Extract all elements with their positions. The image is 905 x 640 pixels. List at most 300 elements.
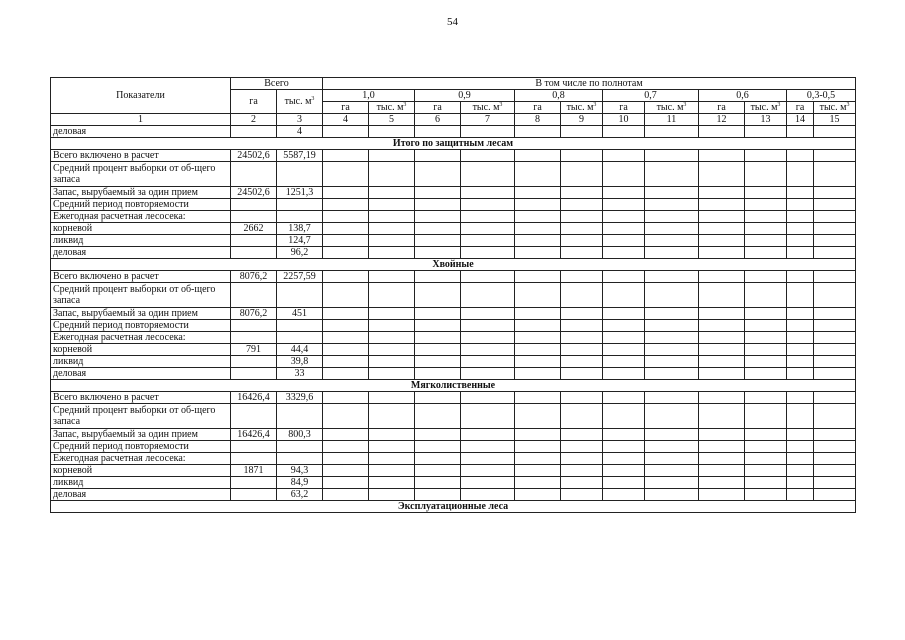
header-density-5: 0,3-0,5 [787, 90, 856, 102]
density-cell [515, 162, 561, 187]
density-cell [745, 223, 787, 235]
density-cell [369, 235, 415, 247]
volume-unit-sup: 3 [777, 102, 781, 108]
total-ha-cell [231, 283, 277, 308]
density-cell [603, 368, 645, 380]
header-volume-4 [745, 102, 787, 114]
table-row [51, 465, 856, 477]
density-cell [787, 308, 814, 320]
row-label: Всего включено в расчет [51, 271, 231, 283]
density-cell [323, 356, 369, 368]
header-total-volume [277, 90, 323, 114]
row-label: Всего включено в расчет [51, 150, 231, 162]
density-cell [603, 429, 645, 441]
density-cell [745, 477, 787, 489]
total-volume-cell: 44,4 [277, 344, 323, 356]
density-cell [787, 453, 814, 465]
total-ha-cell: 16426,4 [231, 392, 277, 404]
total-ha-cell [231, 247, 277, 259]
section-title: Итого по защитным лесам [51, 138, 856, 150]
density-cell [461, 429, 515, 441]
calculation-table [50, 77, 856, 513]
density-cell [515, 211, 561, 223]
density-cell [814, 356, 856, 368]
density-cell [745, 308, 787, 320]
density-cell [415, 150, 461, 162]
density-cell [814, 162, 856, 187]
density-cell [645, 126, 699, 138]
density-cell [745, 199, 787, 211]
density-cell [323, 489, 369, 501]
header-by-density: В том числе по полнотам [323, 78, 856, 90]
density-cell [323, 235, 369, 247]
density-cell [814, 247, 856, 259]
density-cell [787, 162, 814, 187]
density-cell [603, 344, 645, 356]
density-cell [699, 453, 745, 465]
density-cell [323, 223, 369, 235]
total-volume-cell: 33 [277, 368, 323, 380]
density-cell [814, 453, 856, 465]
row-label: корневой [51, 344, 231, 356]
density-cell [745, 162, 787, 187]
header-ha-4: га [699, 102, 745, 114]
density-cell [745, 392, 787, 404]
density-cell [745, 344, 787, 356]
total-ha-cell [231, 441, 277, 453]
total-ha-cell [231, 199, 277, 211]
density-cell [645, 223, 699, 235]
density-cell [699, 308, 745, 320]
density-cell [787, 223, 814, 235]
header-density-1: 0,9 [415, 90, 515, 102]
density-cell [561, 235, 603, 247]
page-number: 54 [447, 16, 458, 28]
density-cell [814, 489, 856, 501]
density-cell [814, 429, 856, 441]
density-cell [461, 404, 515, 429]
density-cell [699, 404, 745, 429]
column-number-4: 4 [323, 114, 369, 126]
density-cell [603, 453, 645, 465]
density-cell [515, 150, 561, 162]
density-cell [323, 477, 369, 489]
table-row [51, 404, 856, 429]
density-cell [603, 211, 645, 223]
density-cell [461, 368, 515, 380]
density-cell [645, 211, 699, 223]
table-row [51, 162, 856, 187]
row-label: ликвид [51, 356, 231, 368]
volume-unit-text: тыс. м [819, 102, 847, 113]
density-cell [603, 271, 645, 283]
density-cell [369, 271, 415, 283]
density-cell [323, 247, 369, 259]
volume-unit-sup: 3 [311, 96, 315, 102]
column-number-7: 7 [461, 114, 515, 126]
volume-unit-sup: 3 [683, 102, 687, 108]
total-ha-cell: 24502,6 [231, 150, 277, 162]
density-cell [745, 356, 787, 368]
header-volume-3 [645, 102, 699, 114]
density-cell [699, 150, 745, 162]
density-cell [603, 441, 645, 453]
density-cell [369, 344, 415, 356]
density-cell [323, 441, 369, 453]
density-cell [787, 477, 814, 489]
row-label: Средний период повторяемости [51, 441, 231, 453]
density-cell [515, 320, 561, 332]
row-label: Запас, вырубаемый за один прием [51, 429, 231, 441]
density-cell [603, 162, 645, 187]
density-cell [461, 489, 515, 501]
density-cell [561, 308, 603, 320]
density-cell [323, 199, 369, 211]
density-cell [415, 223, 461, 235]
total-volume-cell [277, 211, 323, 223]
density-cell [515, 247, 561, 259]
table-row [51, 271, 856, 283]
volume-unit-text: тыс. м [472, 102, 500, 113]
total-ha-cell: 8076,2 [231, 308, 277, 320]
section-row [51, 138, 856, 150]
density-cell [603, 199, 645, 211]
density-cell [787, 392, 814, 404]
density-cell [561, 271, 603, 283]
density-cell [369, 429, 415, 441]
density-cell [787, 489, 814, 501]
table-row [51, 489, 856, 501]
table-row [51, 356, 856, 368]
density-cell [745, 247, 787, 259]
density-cell [515, 235, 561, 247]
table-row [51, 477, 856, 489]
total-ha-cell [231, 235, 277, 247]
density-cell [561, 199, 603, 211]
row-label: деловая [51, 126, 231, 138]
density-cell [603, 187, 645, 199]
density-cell [745, 320, 787, 332]
density-cell [787, 429, 814, 441]
column-number-2: 2 [231, 114, 277, 126]
density-cell [787, 356, 814, 368]
density-cell [603, 247, 645, 259]
density-cell [515, 199, 561, 211]
density-cell [699, 247, 745, 259]
density-cell [745, 283, 787, 308]
density-cell [603, 356, 645, 368]
header-density-2: 0,8 [515, 90, 603, 102]
density-cell [603, 392, 645, 404]
density-cell [561, 477, 603, 489]
density-cell [645, 489, 699, 501]
density-cell [787, 441, 814, 453]
density-cell [814, 368, 856, 380]
row-label: ликвид [51, 235, 231, 247]
density-cell [561, 150, 603, 162]
density-cell [415, 477, 461, 489]
density-cell [415, 199, 461, 211]
total-ha-cell [231, 453, 277, 465]
density-cell [415, 332, 461, 344]
density-cell [515, 271, 561, 283]
row-label: Запас, вырубаемый за один прием [51, 308, 231, 320]
density-cell [515, 368, 561, 380]
density-cell [323, 392, 369, 404]
density-cell [461, 223, 515, 235]
row-label: Ежегодная расчетная лесосека: [51, 211, 231, 223]
density-cell [461, 162, 515, 187]
density-cell [369, 223, 415, 235]
density-cell [369, 356, 415, 368]
total-ha-cell: 2662 [231, 223, 277, 235]
density-cell [415, 283, 461, 308]
total-volume-cell: 2257,59 [277, 271, 323, 283]
density-cell [561, 126, 603, 138]
table-row [51, 150, 856, 162]
density-cell [699, 489, 745, 501]
header-density-3: 0,7 [603, 90, 699, 102]
row-label: корневой [51, 223, 231, 235]
density-cell [515, 356, 561, 368]
density-cell [645, 162, 699, 187]
header-volume-2 [561, 102, 603, 114]
density-cell [814, 392, 856, 404]
density-cell [814, 235, 856, 247]
header-ha-0: га [323, 102, 369, 114]
header-ha-3: га [603, 102, 645, 114]
density-cell [699, 356, 745, 368]
density-cell [745, 332, 787, 344]
header-density-4: 0,6 [699, 90, 787, 102]
row-label: Средний процент выборки от об-щего запаса [51, 162, 231, 187]
density-cell [699, 465, 745, 477]
density-cell [561, 162, 603, 187]
total-volume-cell [277, 283, 323, 308]
density-cell [814, 199, 856, 211]
section-title: Эксплуатационные леса [51, 501, 856, 513]
density-cell [745, 489, 787, 501]
density-cell [369, 453, 415, 465]
density-cell [645, 368, 699, 380]
density-cell [461, 356, 515, 368]
density-cell [699, 368, 745, 380]
density-cell [515, 308, 561, 320]
density-cell [515, 477, 561, 489]
density-cell [369, 126, 415, 138]
density-cell [515, 126, 561, 138]
density-cell [323, 429, 369, 441]
header-indicators: Показатели [51, 78, 231, 114]
row-label: Ежегодная расчетная лесосека: [51, 332, 231, 344]
density-cell [787, 187, 814, 199]
total-ha-cell: 791 [231, 344, 277, 356]
table-row [51, 199, 856, 211]
density-cell [603, 332, 645, 344]
volume-unit-text: тыс. м [284, 96, 312, 107]
density-cell [745, 211, 787, 223]
density-cell [415, 404, 461, 429]
density-cell [415, 271, 461, 283]
column-number-8: 8 [515, 114, 561, 126]
density-cell [645, 271, 699, 283]
density-cell [814, 283, 856, 308]
density-cell [415, 441, 461, 453]
table-row [51, 429, 856, 441]
total-ha-cell: 8076,2 [231, 271, 277, 283]
header-column-numbers [51, 114, 856, 126]
header-ha-5: га [787, 102, 814, 114]
density-cell [787, 235, 814, 247]
density-cell [323, 162, 369, 187]
header-row-1 [51, 78, 856, 90]
density-cell [645, 392, 699, 404]
total-ha-cell: 1871 [231, 465, 277, 477]
total-ha-cell [231, 320, 277, 332]
total-ha-cell [231, 477, 277, 489]
table-row [51, 187, 856, 199]
table-row [51, 308, 856, 320]
total-ha-cell [231, 356, 277, 368]
table-row [51, 235, 856, 247]
row-label: Запас, вырубаемый за один прием [51, 187, 231, 199]
table-row [51, 392, 856, 404]
table-row [51, 211, 856, 223]
header-ha-2: га [515, 102, 561, 114]
density-cell [603, 223, 645, 235]
density-cell [369, 247, 415, 259]
density-cell [745, 150, 787, 162]
density-cell [369, 441, 415, 453]
density-cell [415, 368, 461, 380]
column-number-9: 9 [561, 114, 603, 126]
density-cell [323, 344, 369, 356]
column-number-3: 3 [277, 114, 323, 126]
density-cell [561, 247, 603, 259]
total-volume-cell [277, 199, 323, 211]
section-title: Хвойные [51, 259, 856, 271]
density-cell [369, 368, 415, 380]
density-cell [814, 126, 856, 138]
density-cell [699, 320, 745, 332]
volume-unit-text: тыс. м [566, 102, 594, 113]
total-ha-cell [231, 368, 277, 380]
density-cell [561, 465, 603, 477]
density-cell [699, 199, 745, 211]
density-cell [369, 162, 415, 187]
density-cell [369, 477, 415, 489]
header-volume-5 [814, 102, 856, 114]
density-cell [699, 126, 745, 138]
density-cell [461, 441, 515, 453]
header-total: Всего [231, 78, 323, 90]
density-cell [699, 344, 745, 356]
column-number-6: 6 [415, 114, 461, 126]
density-cell [369, 320, 415, 332]
density-cell [461, 332, 515, 344]
density-cell [369, 199, 415, 211]
density-cell [323, 308, 369, 320]
density-cell [461, 320, 515, 332]
density-cell [515, 404, 561, 429]
density-cell [369, 308, 415, 320]
density-cell [561, 429, 603, 441]
total-volume-cell: 39,8 [277, 356, 323, 368]
total-volume-cell: 94,3 [277, 465, 323, 477]
volume-unit-text: тыс. м [376, 102, 404, 113]
density-cell [603, 235, 645, 247]
density-cell [515, 453, 561, 465]
table-row [51, 453, 856, 465]
density-cell [323, 211, 369, 223]
density-cell [415, 211, 461, 223]
total-volume-cell: 451 [277, 308, 323, 320]
density-cell [645, 453, 699, 465]
density-cell [814, 320, 856, 332]
density-cell [814, 271, 856, 283]
row-label: деловая [51, 247, 231, 259]
density-cell [415, 453, 461, 465]
volume-unit-sup: 3 [593, 102, 597, 108]
column-number-11: 11 [645, 114, 699, 126]
density-cell [515, 465, 561, 477]
density-cell [699, 187, 745, 199]
row-label: Средний период повторяемости [51, 199, 231, 211]
density-cell [787, 332, 814, 344]
density-cell [561, 320, 603, 332]
total-volume-cell: 800,3 [277, 429, 323, 441]
density-cell [603, 150, 645, 162]
density-cell [814, 465, 856, 477]
total-volume-cell: 138,7 [277, 223, 323, 235]
density-cell [415, 320, 461, 332]
density-cell [699, 392, 745, 404]
density-cell [561, 392, 603, 404]
density-cell [415, 392, 461, 404]
column-number-5: 5 [369, 114, 415, 126]
density-cell [787, 368, 814, 380]
density-cell [745, 404, 787, 429]
density-cell [745, 187, 787, 199]
density-cell [415, 308, 461, 320]
density-cell [645, 235, 699, 247]
density-cell [561, 344, 603, 356]
density-cell [461, 392, 515, 404]
density-cell [561, 223, 603, 235]
total-ha-cell: 16426,4 [231, 429, 277, 441]
density-cell [645, 477, 699, 489]
density-cell [461, 283, 515, 308]
density-cell [561, 441, 603, 453]
density-cell [645, 465, 699, 477]
density-cell [699, 162, 745, 187]
density-cell [561, 404, 603, 429]
density-cell [461, 247, 515, 259]
section-row [51, 259, 856, 271]
row-label: корневой [51, 465, 231, 477]
density-cell [323, 271, 369, 283]
density-cell [323, 465, 369, 477]
column-number-13: 13 [745, 114, 787, 126]
density-cell [645, 283, 699, 308]
density-cell [561, 453, 603, 465]
total-volume-cell [277, 162, 323, 187]
density-cell [814, 332, 856, 344]
density-cell [699, 332, 745, 344]
density-cell [461, 344, 515, 356]
density-cell [645, 404, 699, 429]
total-volume-cell: 3329,6 [277, 392, 323, 404]
